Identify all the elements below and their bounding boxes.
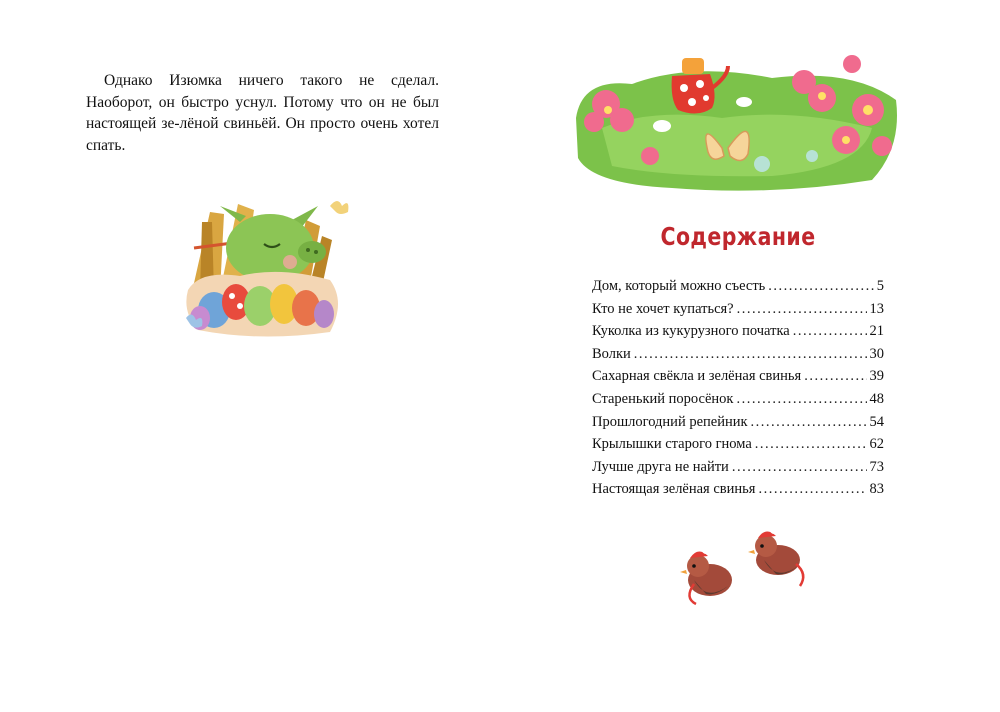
toc-entry [592, 323, 884, 346]
toc-leader-dots [732, 459, 867, 476]
toc-leader-dots [736, 391, 866, 408]
toc-entry-title: Прошлогодний репейник [592, 413, 748, 430]
toc-entry-title: Дом, который можно съесть [592, 278, 766, 294]
toc-entry [592, 414, 884, 437]
toc-leader-dots [751, 414, 867, 431]
toc-entry-page: 54 [869, 413, 884, 430]
toc-entry [592, 278, 884, 301]
toc-entry-page: 48 [869, 390, 884, 407]
toc-entry-title: Лучше друга не найти [592, 458, 729, 475]
toc-entry-title: Старенький поросёнок [592, 390, 734, 407]
toc-entry-page: 73 [869, 458, 884, 475]
toc-title: Содержание [660, 222, 816, 251]
toc-entry-page: 83 [869, 481, 884, 498]
toc-entry [592, 481, 884, 504]
toc-entry-title: Сахарная свёкла и зелёная свинья [592, 368, 802, 385]
flower-meadow-illustration [572, 48, 902, 196]
toc-leader-dots [755, 436, 867, 453]
toc-entry-title: Крылышки старого гнома [592, 436, 752, 453]
toc-entry [592, 436, 884, 459]
toc-entry [592, 368, 884, 391]
two-birds-illustration [676, 524, 816, 620]
toc-entry-page: 62 [869, 436, 884, 453]
toc-entry-page: 5 [876, 278, 884, 294]
toc-entry-title: Волки [592, 345, 631, 362]
toc-entry-title: Настоящая зелёная свинья [592, 481, 756, 498]
toc-entry [592, 301, 884, 324]
toc-entry-page: 21 [869, 323, 884, 340]
toc-leader-dots [737, 301, 867, 318]
right-page [500, 0, 1000, 712]
toc-entry-title: Куколка из кукурузного початка [592, 323, 790, 340]
toc-leader-dots [804, 368, 866, 385]
toc-leader-dots [758, 481, 866, 498]
toc-entry-page: 13 [869, 300, 884, 317]
toc-leader-dots [768, 278, 873, 295]
story-paragraph: Однако Изюмка ничего такого не сделал. Наоборот, он быстро уснул. Потому что он не был настоящей зе-лёной свиньёй. Он просто очень хотел спать. [86, 72, 439, 154]
table-of-contents [592, 278, 884, 504]
toc-entry-page: 39 [869, 368, 884, 385]
toc-leader-dots [634, 346, 867, 363]
sleeping-pig-illustration [180, 192, 350, 342]
toc-leader-dots [793, 323, 867, 340]
toc-entry [592, 391, 884, 414]
toc-entry-page: 30 [869, 345, 884, 362]
toc-entry [592, 459, 884, 482]
toc-entry [592, 346, 884, 369]
toc-entry-title: Кто не хочет купаться? [592, 300, 734, 317]
